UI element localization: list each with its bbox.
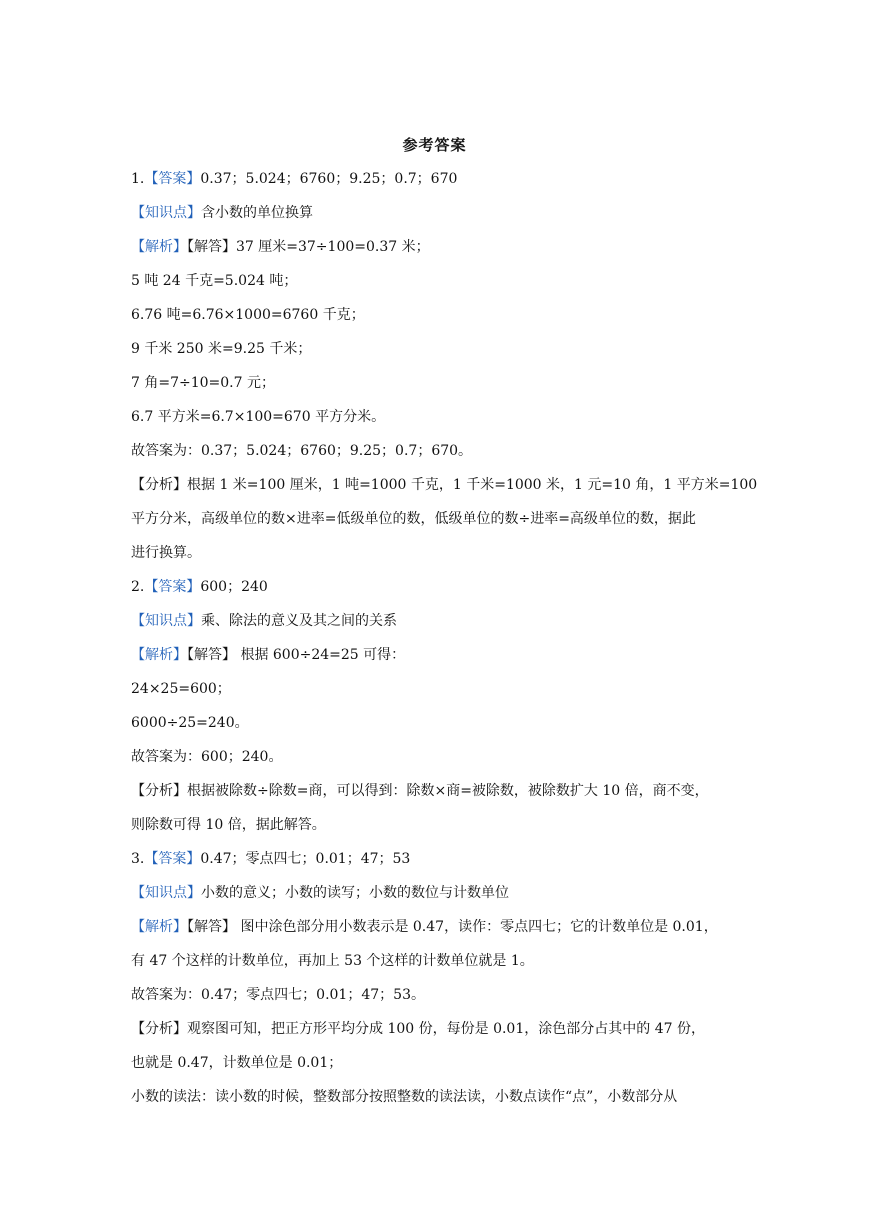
answer-tag: 【答案】 <box>144 171 201 187</box>
answer-line <box>131 576 741 610</box>
analysis-text: 【解答】37 厘米=37÷100=0.37 米； <box>187 239 430 255</box>
fenxi-tag: 【分析】 <box>131 1021 187 1037</box>
analysis-line: 故答案为：0.47；零点四七；0.01；47；53。 <box>131 987 425 1003</box>
fenxi-tag: 【分析】 <box>131 477 187 493</box>
fenxi-line <box>131 474 758 508</box>
item-number: 1. <box>131 171 145 187</box>
answer-tag: 【答案】 <box>144 579 201 595</box>
knowledge-tag: 【知识点】 <box>131 885 201 901</box>
analysis-line: 故答案为：600；240。 <box>131 749 283 765</box>
analysis-tag: 【解析】 <box>131 647 187 663</box>
fenxi-line <box>131 1018 741 1052</box>
knowledge-tag: 【知识点】 <box>131 613 201 629</box>
answer-text: 0.47；零点四七；0.01；47；53 <box>200 851 411 867</box>
page-title: 参考答案 <box>402 136 467 154</box>
analysis-text: 【解答】 图中涂色部分用小数表示是 0.47，读作：零点四七；它的计数单位是 0.01， <box>187 919 718 935</box>
answer-text: 0.37；5.024；6760；9.25；0.7；670 <box>200 171 458 187</box>
analysis-line: 9 千米 250 米=9.25 千米； <box>131 341 312 357</box>
fenxi-text: 根据被除数÷除数=商，可以得到：除数×商=被除数，被除数扩大 10 倍，商不变， <box>187 783 709 799</box>
knowledge-tag: 【知识点】 <box>131 205 201 221</box>
analysis-line: 故答案为：0.37；5.024；6760；9.25；0.7；670。 <box>131 443 473 459</box>
fenxi-line: 则除数可得 10 倍，据此解答。 <box>131 817 326 833</box>
item-number: 3. <box>131 851 145 867</box>
analysis-line: 6.76 吨=6.76×1000=6760 千克； <box>131 307 365 323</box>
fenxi-line <box>131 780 741 814</box>
knowledge-text: 小数的意义；小数的读写；小数的数位与计数单位 <box>201 885 509 901</box>
answer-text: 600；240 <box>200 579 268 595</box>
analysis-line <box>131 916 741 950</box>
analysis-line: 5 吨 24 千克=5.024 吨； <box>131 273 298 289</box>
fenxi-tag: 【分析】 <box>131 783 187 799</box>
knowledge-text: 含小数的单位换算 <box>201 205 313 221</box>
fenxi-line: 也就是 0.47，计数单位是 0.01； <box>131 1055 343 1071</box>
knowledge-text: 乘、除法的意义及其之间的关系 <box>201 613 397 629</box>
analysis-line <box>131 644 741 678</box>
analysis-tag: 【解析】 <box>131 919 187 935</box>
fenxi-text: 观察图可知，把正方形平均分成 100 份，每份是 0.01，涂色部分占其中的 47 份， <box>187 1021 705 1037</box>
analysis-line: 24×25=600； <box>131 681 231 697</box>
answer-line <box>131 168 741 202</box>
analysis-text: 【解答】 根据 600÷24=25 可得： <box>187 647 406 663</box>
knowledge-line <box>131 610 741 644</box>
analysis-line: 6.7 平方米=6.7×100=670 平方分米。 <box>131 409 386 425</box>
analysis-line <box>131 236 741 270</box>
answer-content <box>131 168 758 1120</box>
fenxi-text: 根据 1 米=100 厘米，1 吨=1000 千克，1 千米=1000 米，1 元=10 角，1 平方米=100 <box>187 477 758 493</box>
item-number: 2. <box>131 579 145 595</box>
answer-tag: 【答案】 <box>144 851 201 867</box>
analysis-tag: 【解析】 <box>131 239 187 255</box>
fenxi-line: 小数的读法：读小数的时候，整数部分按照整数的读法读，小数点读作“点”，小数部分从 <box>131 1089 678 1105</box>
analysis-line: 有 47 个这样的计数单位，再加上 53 个这样的计数单位就是 1。 <box>131 953 534 969</box>
analysis-line: 7 角=7÷10=0.7 元； <box>131 375 275 391</box>
analysis-line: 6000÷25=240。 <box>131 715 249 731</box>
knowledge-line <box>131 202 741 236</box>
fenxi-line: 平方分米，高级单位的数×进率=低级单位的数，低级单位的数÷进率=高级单位的数，据此 <box>131 511 696 527</box>
fenxi-line: 进行换算。 <box>131 545 201 561</box>
answer-line <box>131 848 741 882</box>
knowledge-line <box>131 882 741 916</box>
